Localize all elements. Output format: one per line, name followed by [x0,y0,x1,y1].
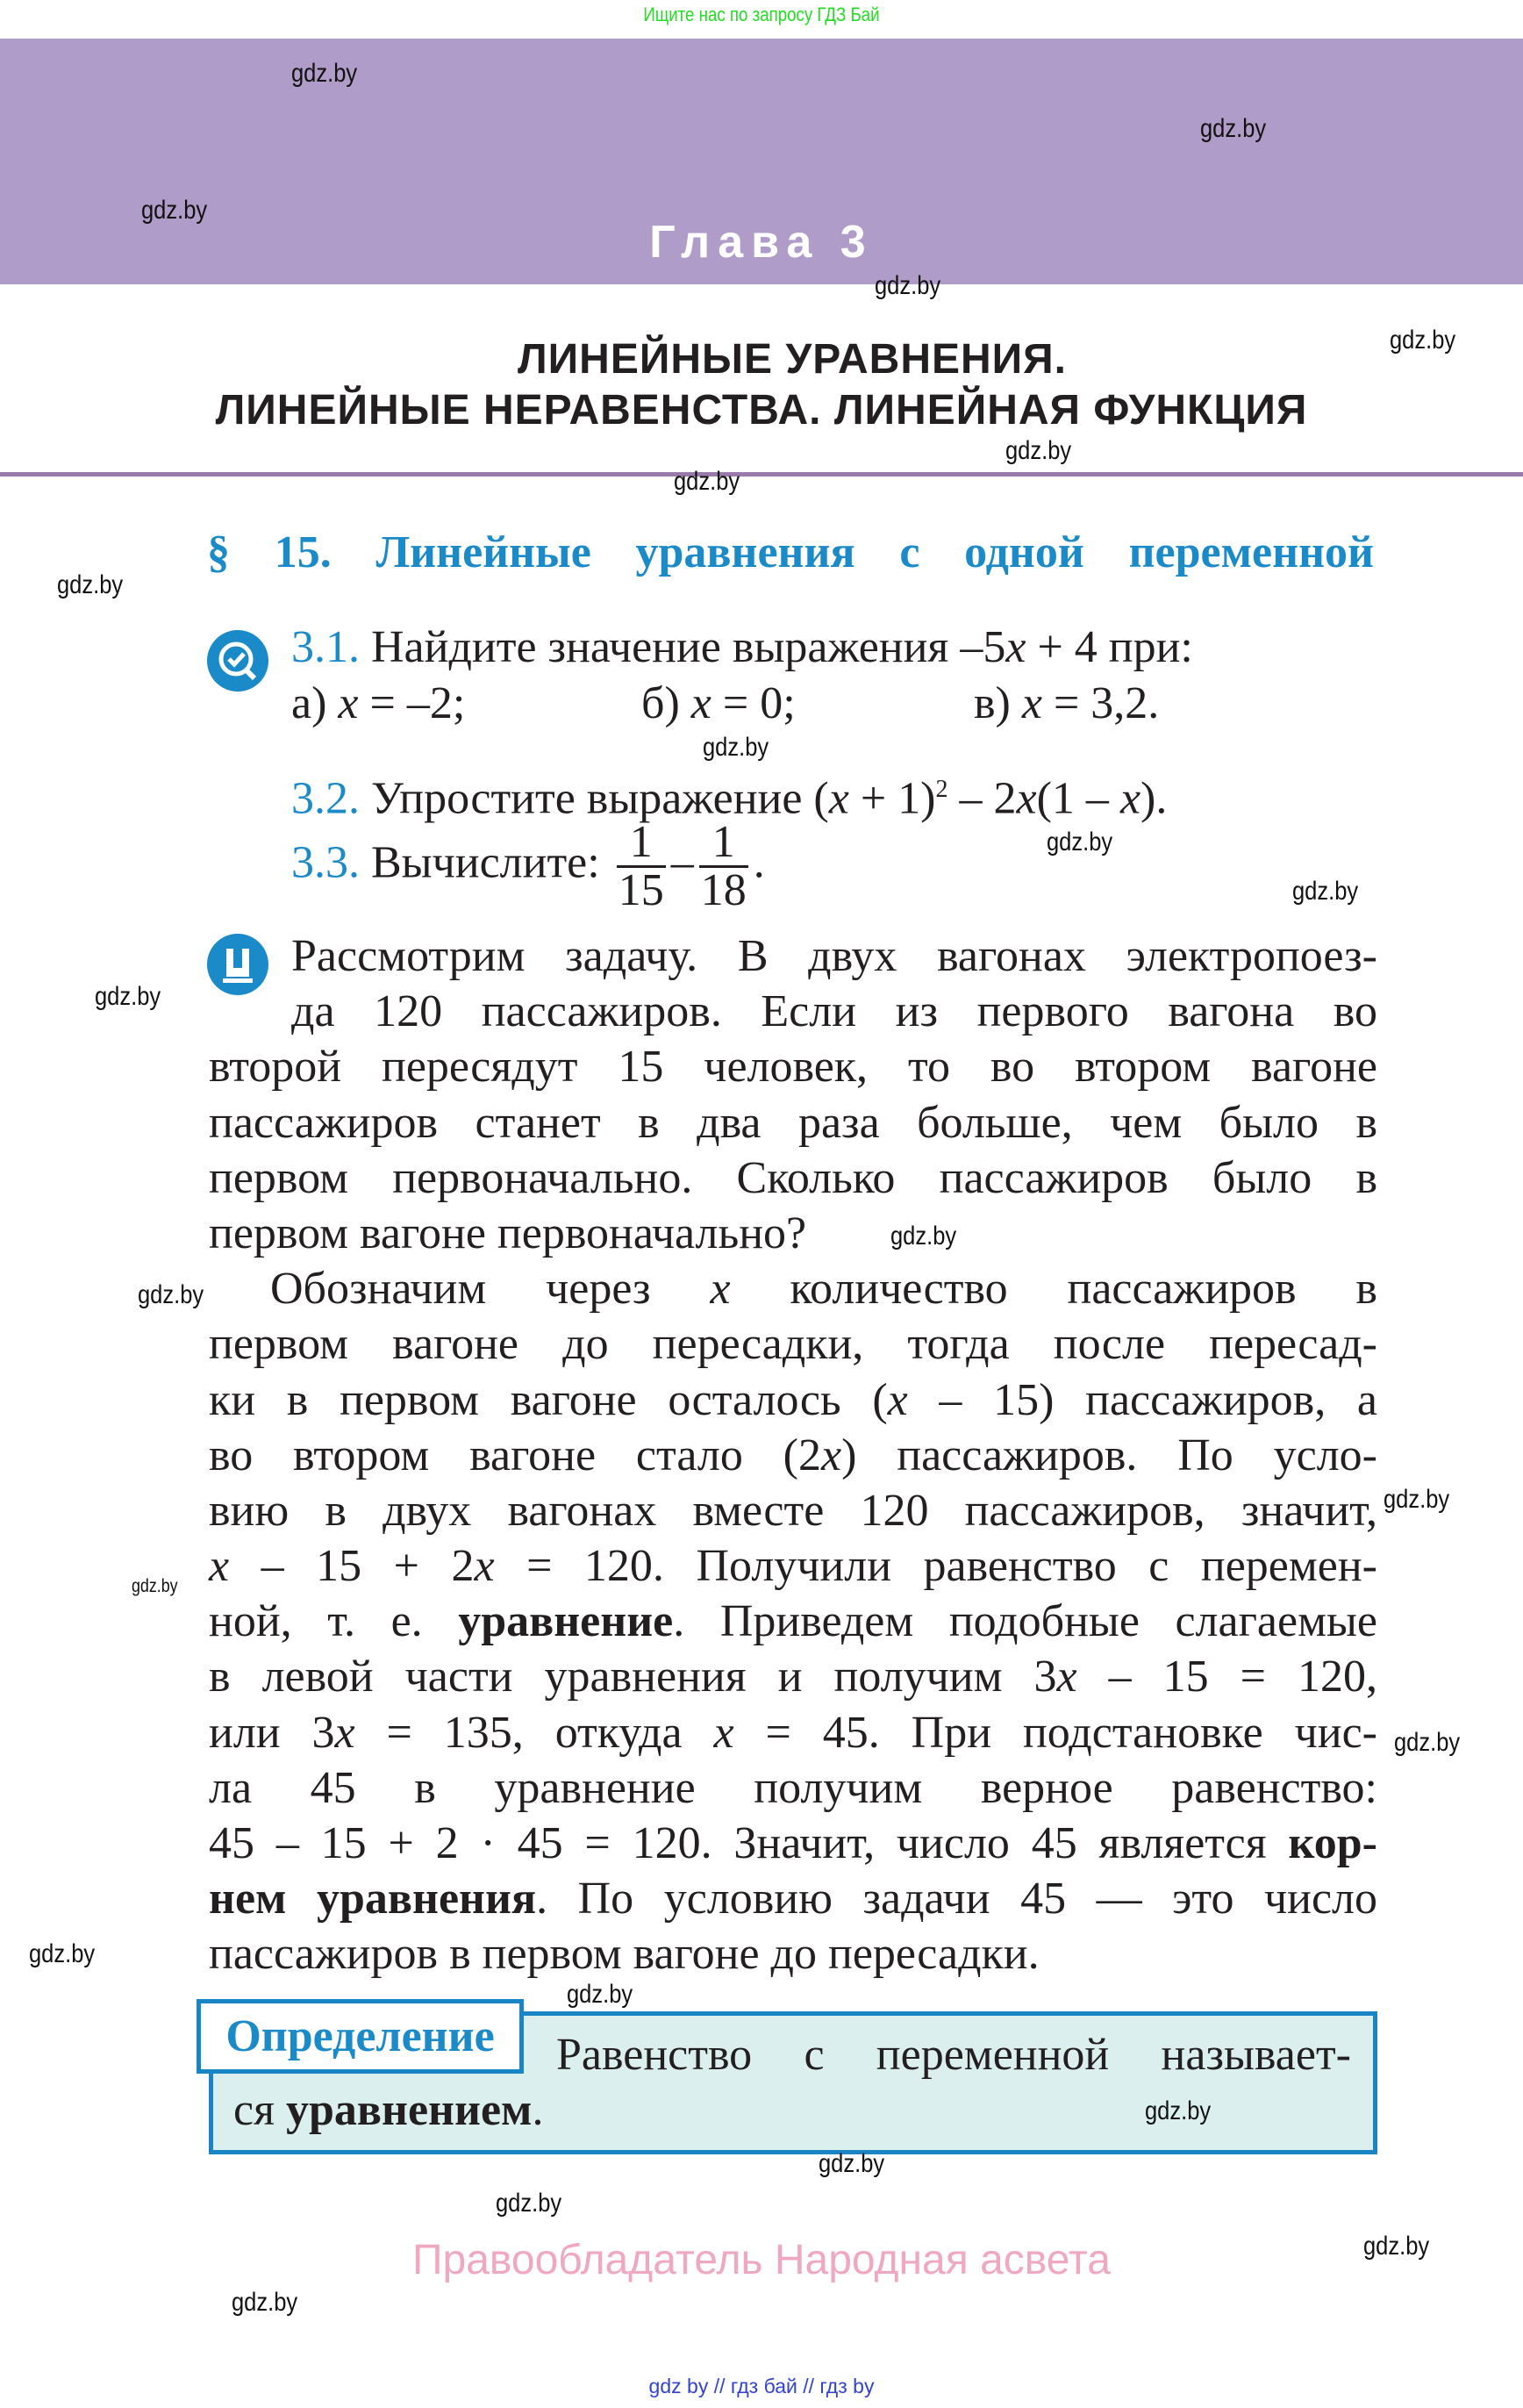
text-line [209,1150,1377,1206]
text-line [209,1039,1377,1094]
text-segment: или 3 [209,1707,335,1758]
variable: x [1056,1652,1077,1702]
text-segment: = 135, откуда [354,1707,714,1758]
text-segment: Обозначим через [270,1264,711,1315]
copyright-holder: Правообладатель Народная асвета [412,2237,1111,2283]
text-segment: вию в двух вагонах вместе 120 пассажиров, значит, [209,1485,1377,1536]
search-hint: Ищите нас по запросу ГДЗ Бай [643,4,880,25]
watermark: gdz.by [1292,877,1359,906]
variable: x [713,1707,734,1758]
text-line [209,1871,1377,1926]
text-segment: 45 – 15 + 2 · 45 = 120. Значит, число 45 является [209,1818,1289,1868]
text-segment: да 120 пассажиров. Если из первого вагона во [291,986,1377,1037]
text-line [209,1095,1377,1150]
exercise-text: Найдите значение выражения –5 [371,622,1006,672]
text-segment: ла 45 в уравнение получим верное равенство: [209,1762,1377,1813]
text-line [209,984,1377,1039]
definition-text-line-1: Равенство с переменной называет- [556,2030,1351,2080]
term: нем уравнения [209,1874,537,1924]
watermark: gdz.by [1390,326,1456,355]
watermark: gdz.by [95,982,161,1011]
text-segment: первом первоначально. Сколько пассажиров было в [209,1152,1377,1203]
chapter-label: Глава 3 [649,217,874,268]
check-magnifier-icon [207,630,268,692]
watermark: gdz.by [819,2149,885,2178]
variable: x [710,1264,731,1315]
watermark: gdz.by [232,2288,298,2317]
watermark: gdz.by [875,271,941,300]
text-segment: = 45. При подстановке чис- [733,1707,1377,1758]
text-segment: в левой части уравнения и получим 3 [209,1652,1057,1702]
watermark: gdz.by [567,1980,633,2009]
watermark: gdz.by [496,2189,562,2218]
text-segment: . Приведем подобные слагаемые [673,1596,1377,1647]
text-line [209,1594,1377,1649]
exercise-number: 3.3. [291,837,360,888]
text-line [209,1649,1377,1704]
text-line [209,1538,1377,1594]
text-segment: ной, т. е. [209,1596,459,1647]
section-heading: § 15. Линейные уравнения с одной переменной [207,527,1374,577]
exercise-number: 3.2. [291,773,360,824]
watermark: gdz.by [703,733,769,762]
text-segment: количество пассажиров в [730,1264,1377,1315]
watermark: gdz.by [138,1280,204,1309]
watermark: gdz.by [1384,1485,1450,1514]
text-segment: первом вагоне до пересадки, тогда после пересад- [209,1319,1377,1370]
text-line [209,1705,1377,1760]
divider [0,472,1523,477]
exercise-text: + 4 при: [1026,622,1193,672]
fraction-1-15: $\frac{1}{15}$ [618,817,664,915]
text-segment: – 15) пассажиров, а [907,1374,1377,1425]
problem-text [209,928,1377,1982]
exercise-3-2: 3.2. Упростите выражение $(x + 1)^2 - 2x(1 - x)$. [291,773,1168,824]
variable: x [474,1541,495,1592]
fraction-1-18: $\frac{1}{18}$ [700,817,747,915]
definition-tab: Определение [197,1999,524,2074]
text-line [209,1206,806,1261]
text-segment: во втором вагоне стало (2 [209,1430,821,1480]
text-segment: – 15 = 120, [1076,1652,1377,1702]
text-line [209,1261,1377,1316]
watermark: gdz.by [1005,436,1072,465]
watermark: gdz.by [674,467,740,496]
watermark: gdz.by [1394,1728,1461,1757]
text-segment: = 120. Получили равенство с перемен- [494,1541,1378,1592]
footer-links[interactable]: gdz by // гдз бай // гдз by [648,2375,875,2397]
text-segment: первом вагоне первоначально? [209,1208,807,1258]
term: уравнение [458,1596,674,1647]
watermark: gdz.by [1200,114,1267,143]
watermark: gdz.by [291,59,358,88]
text-line [209,1816,1377,1871]
text-line [209,1926,1040,1982]
watermark: gdz.by [132,1576,178,1596]
watermark: gdz.by [1145,2096,1212,2125]
exercise-3-1-option-b: б) x = 0; [641,678,796,728]
variable: x [1005,622,1026,672]
watermark: gdz.by [1363,2232,1430,2261]
exercise-3-1-option-a: а) x = –2; [291,678,466,728]
watermark: gdz.by [141,196,208,225]
text-line [209,1316,1377,1372]
chapter-title-line-1: ЛИНЕЙНЫЕ УРАВНЕНИЯ. [517,336,1068,383]
text-line [209,1428,1377,1483]
variable: x [209,1541,230,1592]
text-line [209,1760,1377,1816]
watermark: gdz.by [29,1939,96,1968]
exercise-3-3: 3.3. Вычислите: $\frac{1}{15}$ – $\frac{1}{18}$ . [291,817,765,915]
text-segment: второй пересядут 15 человек, то во втором вагоне [209,1042,1377,1093]
exercise-3-1-option-c: в) x = 3,2. [974,678,1160,728]
text-segment: пассажиров в первом вагоне до пересадки. [209,1929,1040,1980]
exercise-3-1 [291,620,1193,676]
chapter-title-line-2: ЛИНЕЙНЫЕ НЕРАВЕНСТВА. ЛИНЕЙНАЯ ФУНКЦИЯ [215,387,1308,434]
text-line [209,1483,1377,1538]
text-line [209,1372,1377,1428]
definition-text-line-2: ся уравнением. [233,2085,544,2135]
text-segment: пассажиров станет в два раза больше, чем было в [209,1097,1377,1148]
term: кор- [1288,1818,1377,1868]
text-segment: ) пассажиров. По усло- [841,1430,1377,1480]
exercise-number: 3.1. [291,622,360,672]
variable: x [887,1374,908,1425]
variable: x [821,1430,842,1480]
text-segment: . По условию задачи 45 — это число [536,1874,1378,1924]
text-segment: – 15 + 2 [229,1541,475,1592]
watermark: gdz.by [1047,828,1113,856]
watermark: gdz.by [57,570,124,599]
watermark: gdz.by [890,1222,957,1251]
variable: x [334,1707,355,1758]
text-segment: ки в первом вагоне осталось ( [209,1374,888,1425]
text-segment: Рассмотрим задачу. В двух вагонах электропоез- [291,931,1377,981]
text-line [209,928,1377,984]
